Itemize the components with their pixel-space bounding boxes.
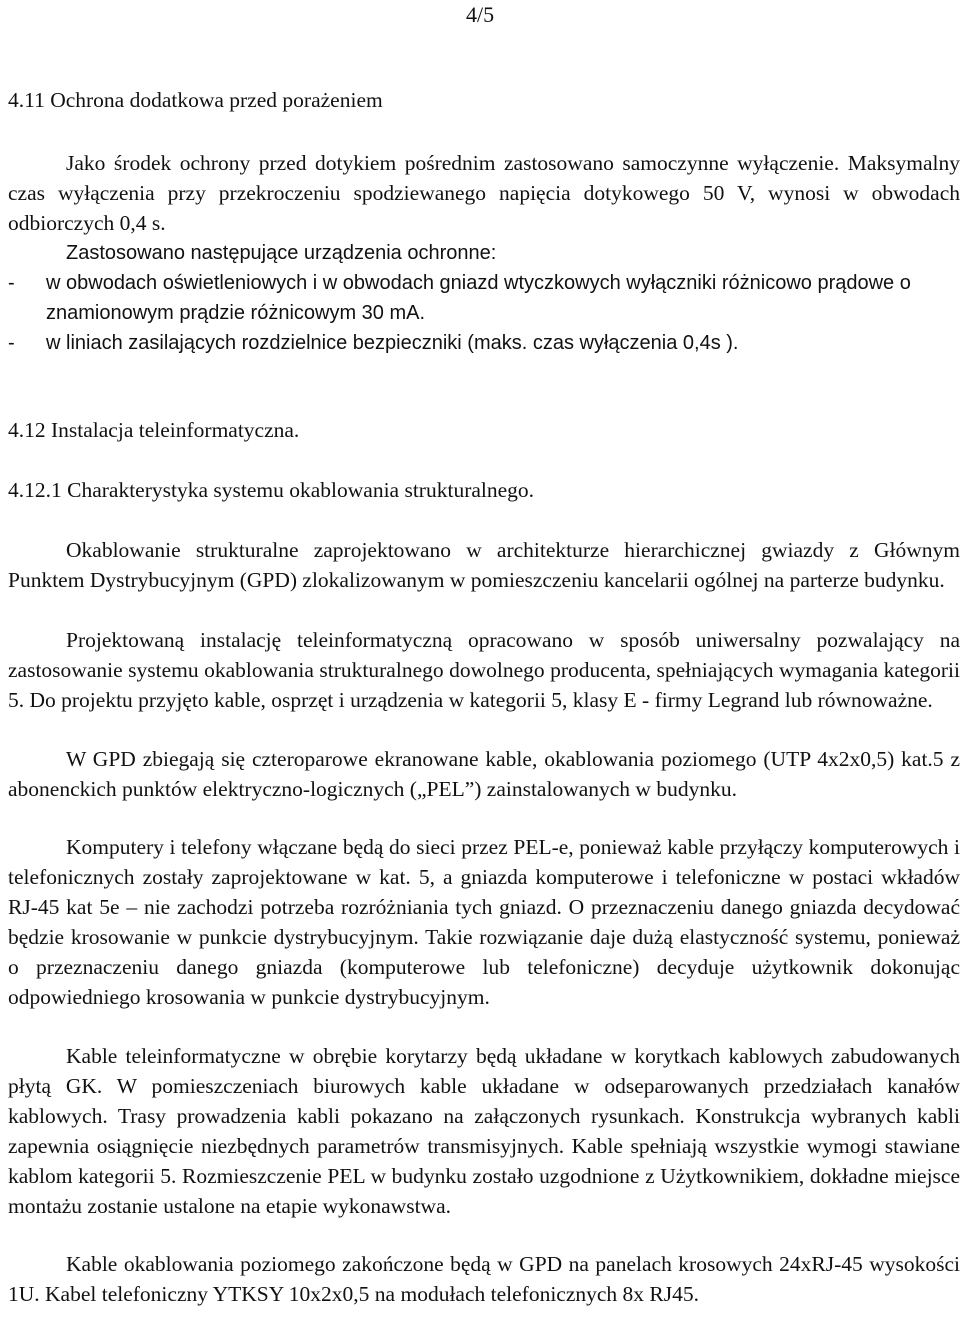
paragraph-installation-design: Projektowaną instalację teleinformatyczną opracowano w sposób uniwersalny pozwalający na zastosowanie systemu okablowania strukturalnego dowolnego producenta, spełniających wymagania kategorii 5. Do projektu przyjęto kable, osprzęt i urządzenia w kategorii 5, klasy E - firmy Legrand lub równoważne. bbox=[8, 628, 960, 712]
bullet-dash: - bbox=[8, 272, 15, 294]
paragraph-cabling-architecture: Okablowanie strukturalne zaprojektowano w architekturze hierarchicznej gwiazdy z Głównym Punktem Dystrybucyjnym (GPD) zlokalizowanym w pomieszczeniu kancelarii ogólnej na parterze budynku. bbox=[8, 538, 960, 592]
section-heading-4-11: 4.11 Ochrona dodatkowa przed porażeniem bbox=[8, 88, 383, 112]
paragraph-protection-intro: Jako środek ochrony przed dotykiem pośrednim zastosowano samoczynne wyłączenie. Maksymalny czas wyłączenia przy przekroczeniu spodziewanego napięcia dotykowego 50 V, wynosi w obwodach odbiorczych 0,4 s. bbox=[8, 151, 960, 235]
paragraph-gpd-cables: W GPD zbiegają się czteroparowe ekranowane kable, okablowania poziomego (UTP 4x2x0,5) kat.5 z abonenckich punktów elektryczno-logicznych („PEL”) zainstalowanych w budynku. bbox=[8, 747, 960, 801]
bullet-dash: - bbox=[8, 332, 15, 354]
paragraph-patch-panels: Kable okablowania poziomego zakończone będą w GPD na panelach krosowych 24xRJ-45 wysokości 1U. Kabel telefoniczny YTKSY 10x2x0,5 na modułach telefonicznych 8x RJ45. bbox=[8, 1252, 960, 1306]
bullet-item bbox=[8, 328, 960, 358]
section-heading-4-12: 4.12 Instalacja teleinformatyczna. bbox=[8, 418, 300, 442]
bullet-item bbox=[8, 268, 960, 328]
bullet-text: w obwodach oświetleniowych i w obwodach gniazd wtyczkowych wyłączniki różnicowo prądowe o znamionowym prądzie różnicowym 30 mA. bbox=[46, 272, 911, 324]
page-number: 4/5 bbox=[466, 2, 495, 27]
bullet-text: w liniach zasilających rozdzielnice bezpieczniki (maks. czas wyłączenia 0,4s ). bbox=[46, 332, 739, 354]
paragraph-computers-phones: Komputery i telefony włączane będą do sieci przez PEL-e, ponieważ kable przyłączy komputerowych i telefonicznych zostały zaprojektowane w kat. 5, a gniazda komputerowe i telefoniczne w postaci wkładów RJ-45 kat 5e – nie zachodzi potrzeba rozróżniania tych gniazd. O przeznaczeniu danego gniazda decydować będzie krosowanie w punkcie dystrybucyjnym. Takie rozwiązanie daje dużą elastyczność systemu, ponieważ o przeznaczeniu danego gniazda (komputerowe lub telefoniczne) decyduje użytkownik dokonując odpowiedniego krosowania w punkcie dystrybucyjnym. bbox=[8, 835, 960, 1009]
subsection-heading-4-12-1: 4.12.1 Charakterystyka systemu okablowania strukturalnego. bbox=[8, 478, 535, 502]
paragraph-cable-routing: Kable teleinformatyczne w obrębie korytarzy będą układane w korytkach kablowych zabudowanych płytą GK. W pomieszczeniach biurowych kable układane w odseparowanych przedziałach kanałów kablowych. Trasy prowadzenia kabli pokazano na załączonych rysunkach. Konstrukcja wybranych kabli zapewnia osiągnięcie niezbędnych parametrów transmisyjnych. Kable spełniają wszystkie wymogi stawiane kablom kategorii 5. Rozmieszczenie PEL w budynku zostało uzgodnione z Użytkownikiem, dokładne miejsce montażu zostanie ustalone na etapie wykonawstwa. bbox=[8, 1044, 960, 1218]
paragraph-protection-devices: Zastosowano następujące urządzenia ochronne: bbox=[66, 242, 497, 264]
